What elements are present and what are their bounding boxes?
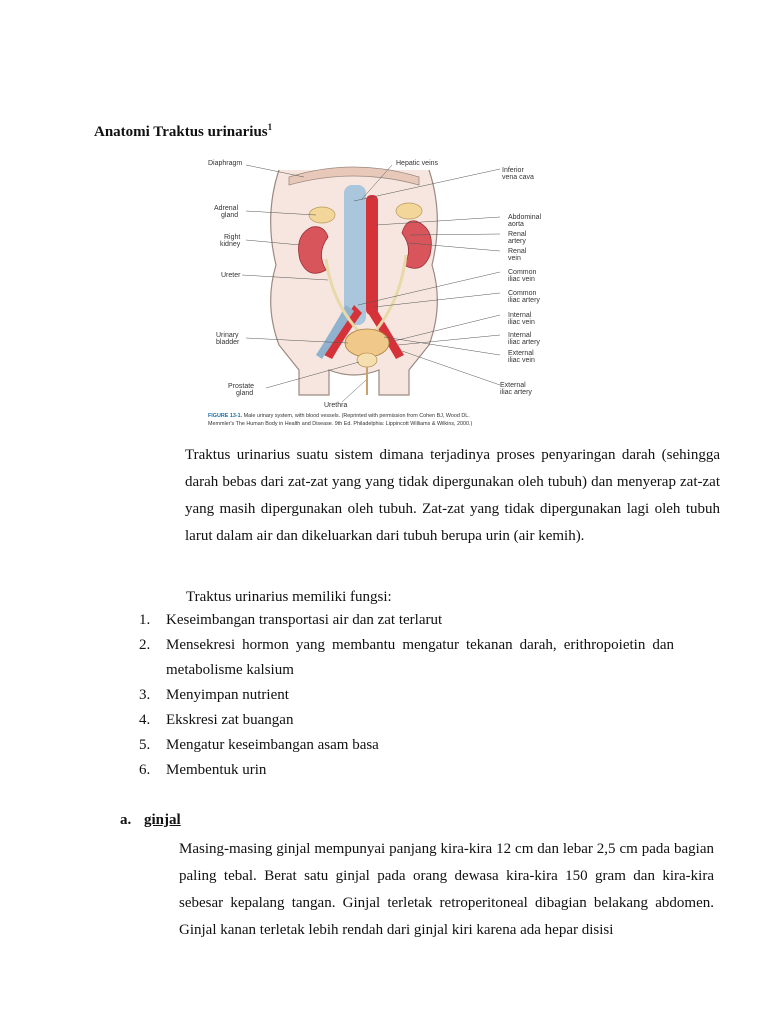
label-internal-iliac-artery-1: Internal [508,332,532,339]
section-a-label: a. [120,812,132,828]
section-a-title: ginjal [144,812,181,828]
section-a-heading [120,812,181,829]
label-gland: gland [221,212,239,219]
list-item: 4. Ekskresi zat buangan [139,712,294,728]
list-item: 6. Membentuk urin [139,762,267,778]
label-diaphragm: Diaphragm [208,160,243,167]
aorta-shape [366,195,378,315]
list-item: 2. Mensekresi hormon yang membantu mengatur tekanan darah, erithropoietin dan metabolisme kalsium [139,637,674,678]
label-vena-cava: vena cava [502,174,534,181]
prostate-shape [357,353,377,367]
label-abdominal: Abdominal [508,214,542,221]
label-hepatic-veins: Hepatic veins [396,160,439,167]
heading-title: Anatomi Traktus urinarius [94,124,268,140]
label-internal-iliac-vein-1: Internal [508,312,532,319]
label-external-iliac-vein-1: External [508,350,534,357]
figure-caption-line1: FIGURE 13-1. Male urinary system, with blood vessels. (Reprinted with permission from Cohen BJ, Wood DL. [208,413,470,419]
intro-paragraph: Traktus urinarius suatu sistem dimana terjadinya proses penyaringan darah (sehingga darah bebas dari zat-zat yang yang tidak dipergunakan oleh tubuh) dan menyerap zat-zat yang masih dipergunakan oleh tubuh. Zat-zat yang tidak dipergunakan lagi oleh tubuh larut dalam air dan dikeluarkan dari tubuh berupa urin (air kemih). [185,447,720,544]
label-urethra: Urethra [324,402,348,409]
label-prostate: Prostate [228,383,255,390]
label-renal-artery-1: Renal [508,231,527,238]
figure-caption-line2: Memmler's The Human Body in Health and Disease. 9th Ed. Philadelphia: Lippincott Williams & Wilkins, 2000.) [208,421,473,427]
heading-footnote-marker: 1 [267,122,273,132]
fungsi-list [139,608,674,783]
label-adrenal: Adrenal [214,205,239,212]
label-renal-artery-2: artery [508,238,526,245]
label-common-iliac-vein-2: iliac vein [508,276,535,283]
label-prostate-gland: gland [236,390,254,397]
label-bladder: bladder [216,339,240,346]
list-item: 1. Keseimbangan transportasi air dan zat terlarut [139,612,443,628]
list-item: 5. Mengatur keseimbangan asam basa [139,737,379,753]
label-renal-vein-2: vein [508,255,521,262]
label-common-iliac-artery-2: iliac artery [508,297,540,304]
label-internal-iliac-vein-2: iliac vein [508,319,535,326]
label-external-iliac-artery-1: External [500,382,526,389]
page-heading [94,122,272,141]
label-internal-iliac-artery-2: iliac artery [508,339,540,346]
label-common-iliac-artery-1: Common [508,290,537,297]
fungsi-intro: Traktus urinarius memiliki fungsi: [186,589,392,605]
label-ureter: Ureter [221,272,241,279]
section-a-paragraph: Masing-masing ginjal mempunyai panjang kira-kira 12 cm dan lebar 2,5 cm pada bagian paling tebal. Berat satu ginjal pada orang dewasa kira-kira 150 gram dan kira-kira sebesar kepalang tangan. Ginjal terletak retroperitoneal dibagian belakang abdomen. Ginjal kanan terletak lebih rendah dari ginjal kiri karena ada hepar disisi [179,841,714,938]
label-renal-vein-1: Renal [508,248,527,255]
label-kidney: kidney [220,241,241,248]
label-right: Right [224,234,241,241]
label-inferior: Inferior [502,167,524,174]
label-urinary: Urinary [216,332,239,339]
label-aorta: aorta [508,221,524,228]
list-item: 3. Menyimpan nutrient [139,687,289,703]
urinary-system-figure [204,155,566,427]
left-adrenal-shape [396,203,422,219]
label-common-iliac-vein-1: Common [508,269,537,276]
label-external-iliac-vein-2: iliac vein [508,357,535,364]
label-external-iliac-artery-2: iliac artery [500,389,532,396]
